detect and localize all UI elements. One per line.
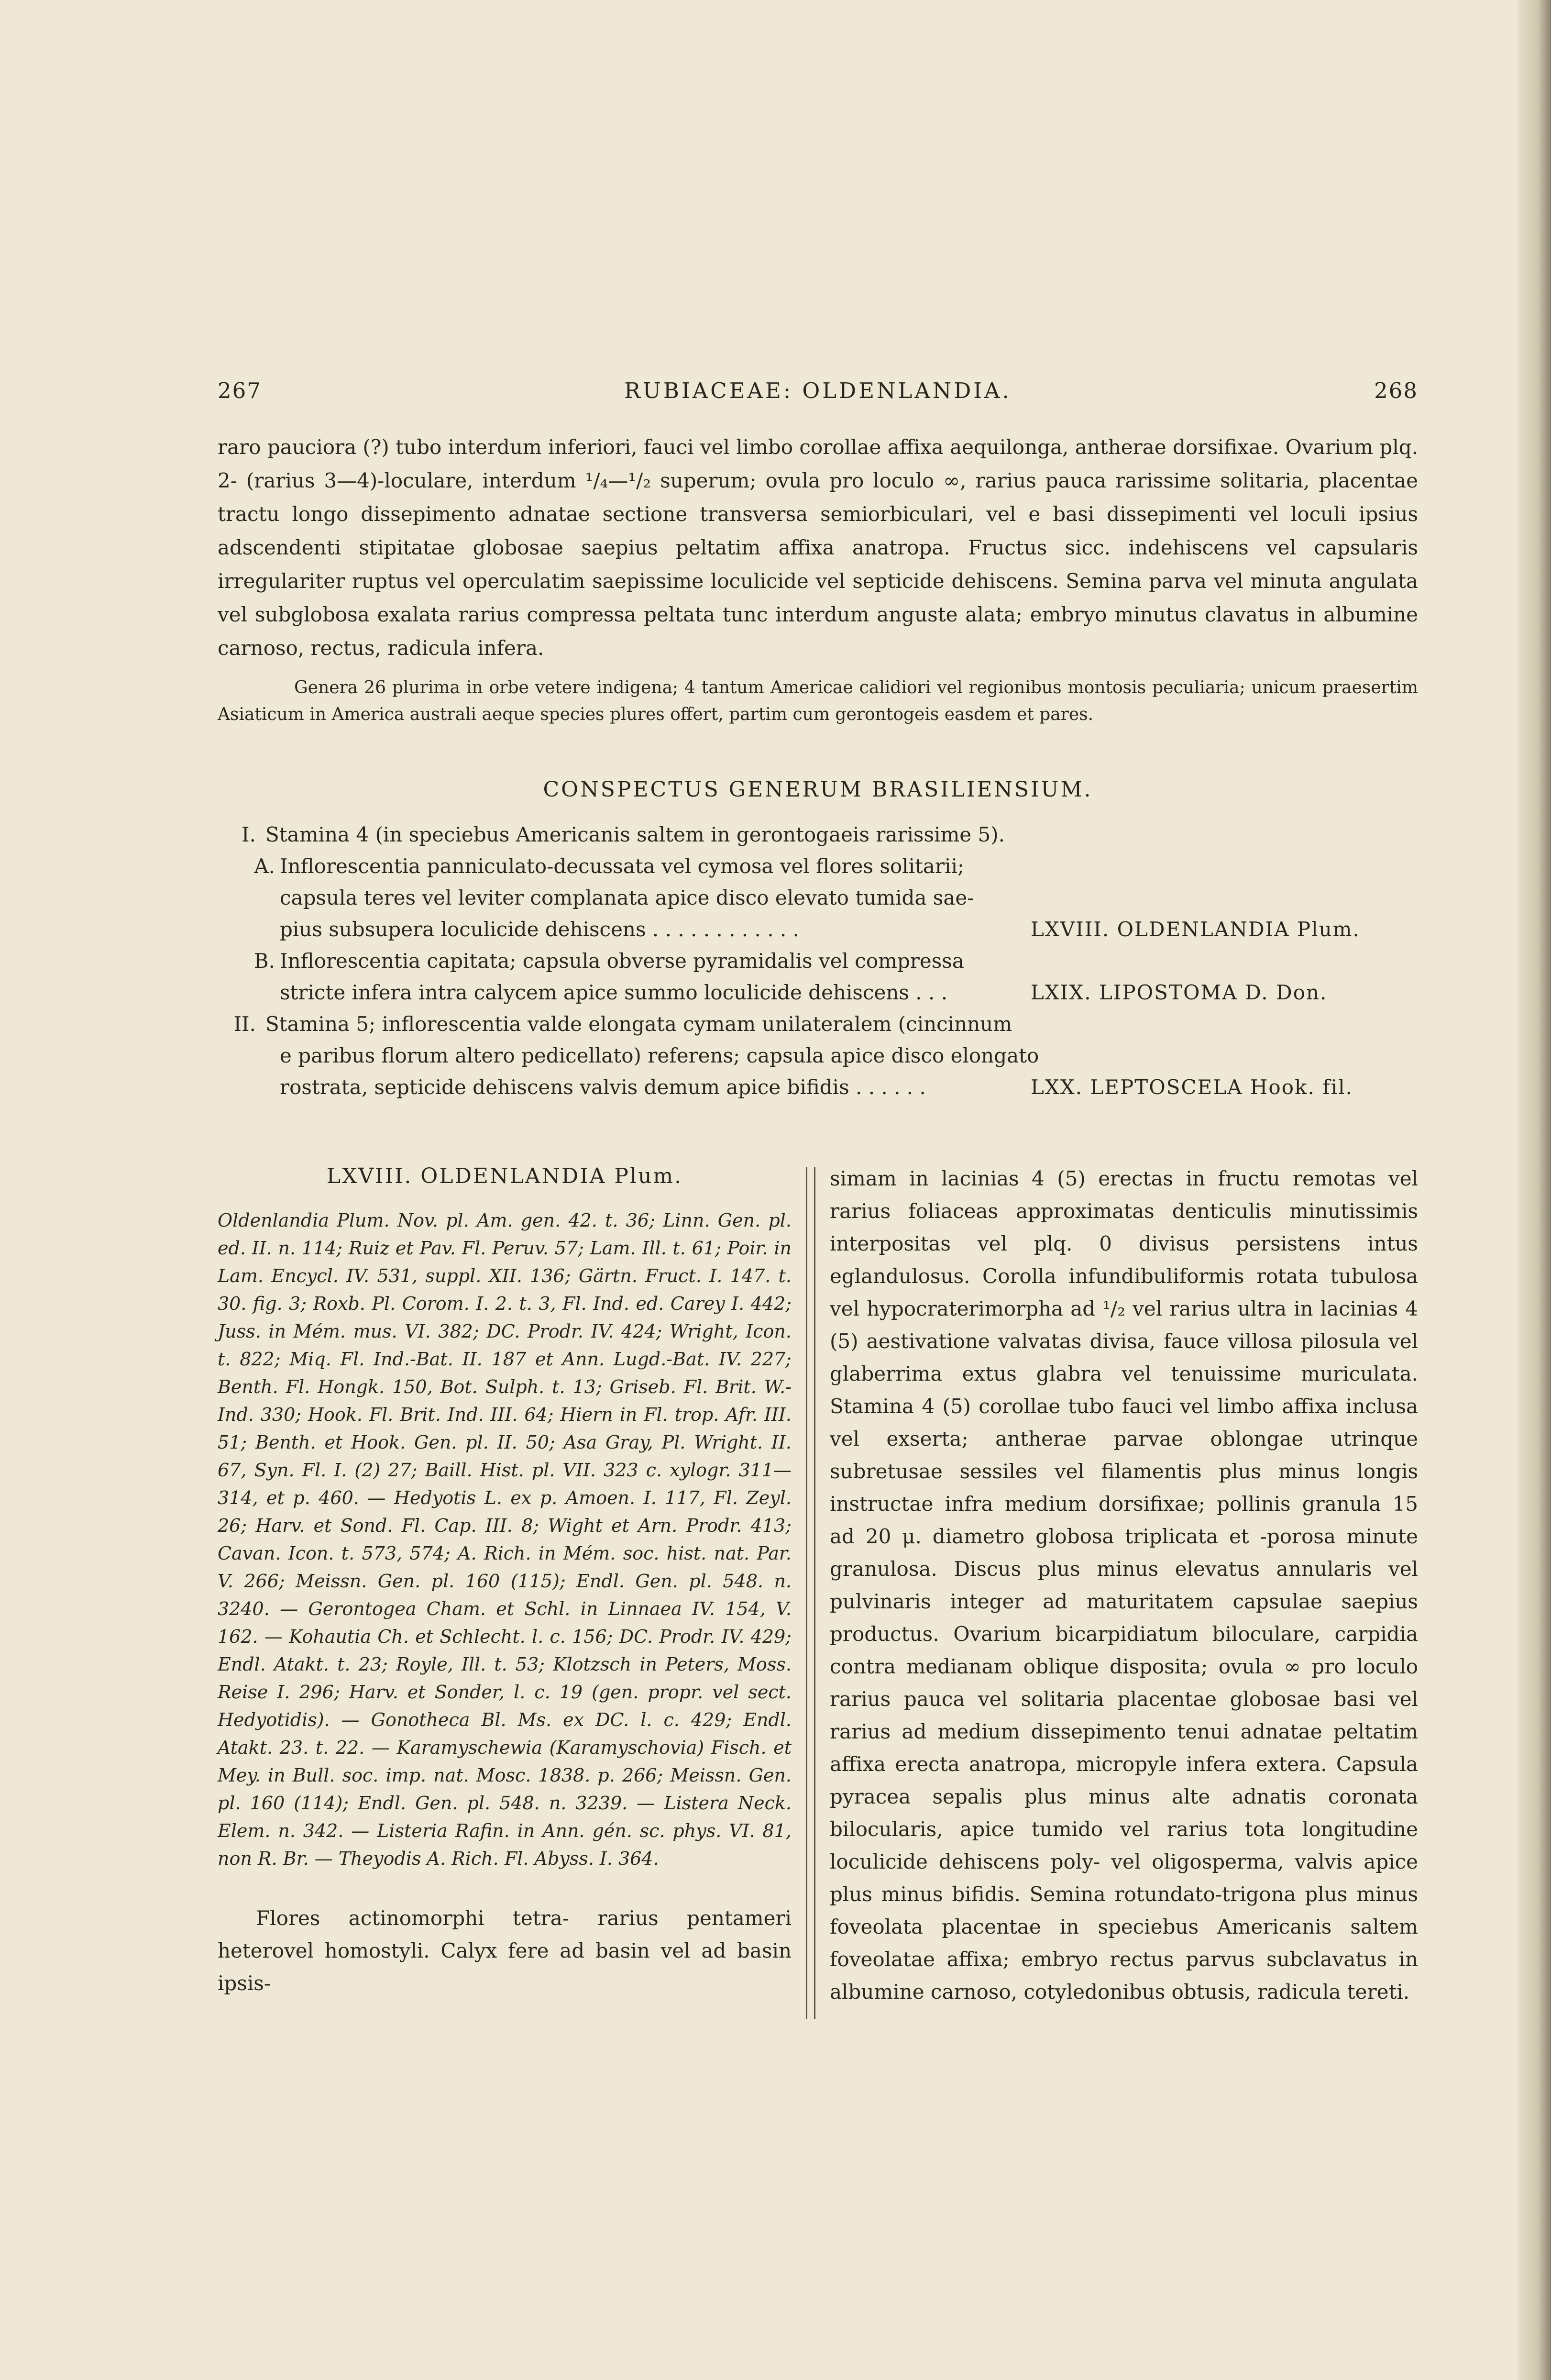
intro-text: raro pauciora (?) tubo interdum inferiori, fauci vel limbo corollae affixa aequilonga, antherae dorsifixae. Ovarium plq. 2- (rarius 3—4)-loculare, interdum ¹/₄—¹/₂ superum; ovula pro loculo ∞, rarius pauca rarissime solitaria, placentae tractu longo dissepimento adnatae sectione transversa semiorbiculari, vel e basi dissepimenti vel loculi ipsius adscendenti stipitatae globosae saepius peltatim affixa anatropa. Fructus sicc. indehiscens vel capsularis irregulariter ruptus vel operculatim saepissime loculicide vel septicide dehiscens. Semina parva vel minuta angulata vel subglobosa exalata rarius compressa peltata tunc interdum anguste alata; embryo minutus clavatus in albumine carnoso, rectus, radicula infera. xyxy=(218,435,1418,660)
conspectus-row-text: capsula teres vel leviter complanata apice disco elevato tumida sae- xyxy=(280,886,974,909)
flores-paragraph: Flores actinomorphi tetra- rarius pentameri heterovel homostyli. Calyx fere ad basin vel ad basin ipsis- xyxy=(218,1906,792,1995)
conspectus-row-text: Inflorescentia capitata; capsula obverse pyramidalis vel compressa xyxy=(280,949,964,973)
conspectus-genus-ref: LXIX. LIPOSTOMA D. Don. xyxy=(1031,981,1328,1004)
conspectus-row-text: rostrata, septicide dehiscens valvis demum apice bifidis . . . . . . xyxy=(280,1075,926,1099)
conspectus-row-text: Inflorescentia panniculato-decussata vel cymosa vel flores solitarii; xyxy=(280,854,965,878)
conspectus-row-label: A. xyxy=(254,854,275,878)
right-column xyxy=(830,1162,1418,2008)
page-number-left: 267 xyxy=(218,378,262,403)
conspectus-genus-ref: LXX. LEPTOSCELA Hook. fil. xyxy=(1031,1075,1353,1099)
conspectus-row-text: pius subsupera loculicide dehiscens . . . . . . . . . . . . xyxy=(280,918,799,941)
genera-note xyxy=(218,675,1418,728)
conspectus-row-label: II. xyxy=(233,1012,256,1036)
intro-paragraph xyxy=(218,431,1418,665)
conspectus-row-label: B. xyxy=(253,949,275,973)
conspectus-row-label: I. xyxy=(242,823,256,846)
conspectus-row-text: Stamina 5; inflorescentia valde elongata cymam unilateralem (cincinnum xyxy=(265,1012,1012,1036)
conspectus-title: CONSPECTUS GENERUM BRASILIENSIUM. xyxy=(543,777,1093,802)
genus-heading: LXVIII. OLDENLANDIA Plum. xyxy=(326,1164,683,1188)
running-title: RUBIACEAE: OLDENLANDIA. xyxy=(624,378,1012,403)
left-column xyxy=(218,1162,792,2000)
conspectus-genus-ref: LXVIII. OLDENLANDIA Plum. xyxy=(1031,918,1360,941)
conspectus-row-text: Stamina 4 (in speciebus Americanis saltem in gerontogaeis rarissime 5). xyxy=(265,823,1005,846)
conspectus-row-text: stricte infera intra calycem apice summo loculicide dehiscens . . . xyxy=(280,981,948,1004)
genera-note-text: Genera 26 plurima in orbe vetere indigena; 4 tantum Americae calidiori vel regionibus montosis peculiaria; unicum praesertim Asiaticum in America australi aeque species plures offert, partim cum gerontogeis easdem et pares. xyxy=(218,678,1418,724)
column-divider xyxy=(806,1167,815,2019)
genus-references: Oldenlandia Plum. Nov. pl. Am. gen. 42. t. 36; Linn. Gen. pl. ed. II. n. 114; Ruiz et Pav. Fl. Peruv. 57; Lam. Ill. t. 61; Poir. in Lam. Encycl. IV. 531, suppl. XII. 136; Gärtn. Fruct. I. 147. t. 30. fig. 3; Roxb. Pl. Corom. I. 2. t. 3, Fl. Ind. ed. Carey I. 442; Juss. in Mém. mus. VI. 382; DC. Prodr. IV. 424; Wright, Icon. t. 822; Miq. Fl. Ind.-Bat. II. 187 et Ann. Lugd.-Bat. IV. 227; Benth. Fl. Hongk. 150, Bot. Sulph. t. 13; Griseb. Fl. Brit. W.-Ind. 330; Hook. Fl. Brit. Ind. III. 64; Hiern in Fl. trop. Afr. III. 51; Benth. et Hook. Gen. pl. II. 50; Asa Gray, Pl. Wright. II. 67, Syn. Fl. I. (2) 27; Baill. Hist. pl. VII. 323 c. xylogr. 311—314, et p. 460. — Hedyotis L. ex p. Amoen. I. 117, Fl. Zeyl. 26; Harv. et Sond. Fl. Cap. III. 8; Wight et Arn. Prodr. 413; Cavan. Icon. t. 573, 574; A. Rich. in Mém. soc. hist. nat. Par. V. 266; Meissn. Gen. pl. 160 (115); Endl. Gen. pl. 548. n. 3240. — Gerontogea Cham. et Schl. in Linnaea IV. 154, V. 162. — Kohautia Ch. et Schlecht. l. c. 156; DC. Prodr. IV. 429; Endl. Atakt. t. 23; Royle, Ill. t. 53; Klotzsch in Peters, Moss. Reise I. 296; Harv. et Sonder, l. c. 19 (gen. propr. vel sect. Hedyotidis). — Gonotheca Bl. Ms. ex DC. l. c. 429; Endl. Atakt. 23. t. 22. — Karamyschewia (Karamyschovia) Fisch. et Mey. in Bull. soc. imp. nat. Mosc. 1838. p. 266; Meissn. Gen. pl. 160 (114); Endl. Gen. pl. 548. n. 3239. — Listera Neck. Elem. n. 342. — Listeria Rafin. in Ann. gén. sc. phys. VI. 81, non R. Br. — Theyodis A. Rich. Fl. Abyss. I. 364. xyxy=(218,1210,792,1869)
running-head xyxy=(218,378,1418,416)
conspectus-row-text: e paribus florum altero pedicellato) referens; capsula apice disco elongato xyxy=(280,1044,1039,1067)
page-number-right: 268 xyxy=(1374,378,1418,403)
description-continued: simam in lacinias 4 (5) erectas in fructu remotas vel rarius foliaceas approximatas denticulis minutissimis interpositas vel plq. 0 divisus persistens intus eglandulosus. Corolla infundibuliformis rotata tubulosa vel hypocraterimorpha ad ¹/₂ vel rarius ultra in lacinias 4 (5) aestivatione valvatas divisa, fauce villosa pilosula vel glaberrima extus glabra vel tenuissime muriculata. Stamina 4 (5) corollae tubo fauci vel limbo affixa inclusa vel exserta; antherae parvae oblongae utrinque subretusae sessiles vel filamentis plus minus longis instructae infra medium dorsifixae; pollinis granula 15 ad 20 μ. diametro globosa triplicata et -porosa minute granulosa. Discus plus minus elevatus annularis vel pulvinaris integer ad maturitatem capsulae saepius productus. Ovarium bicarpidiatum biloculare, carpidia contra medianam oblique disposita; ovula ∞ pro loculo rarius pauca vel solitaria placentae globosae basi vel rarius ad medium dissepimento tenui adnatae peltatim affixa erecta anatropa, micropyle infera extera. Capsula pyracea sepalis plus minus alte adnatis coronata bilocularis, apice tumido vel rarius tota longitudine loculicide dehiscens poly- vel oligosperma, valvis apice plus minus bifidis. Semina rotundato-trigona plus minus foveolata placentae in speciebus Americanis saltem foveolatae affixa; embryo rectus parvus subclavatus in albumine carnoso, cotyledonibus obtusis, radicula tereti. xyxy=(830,1167,1418,2004)
